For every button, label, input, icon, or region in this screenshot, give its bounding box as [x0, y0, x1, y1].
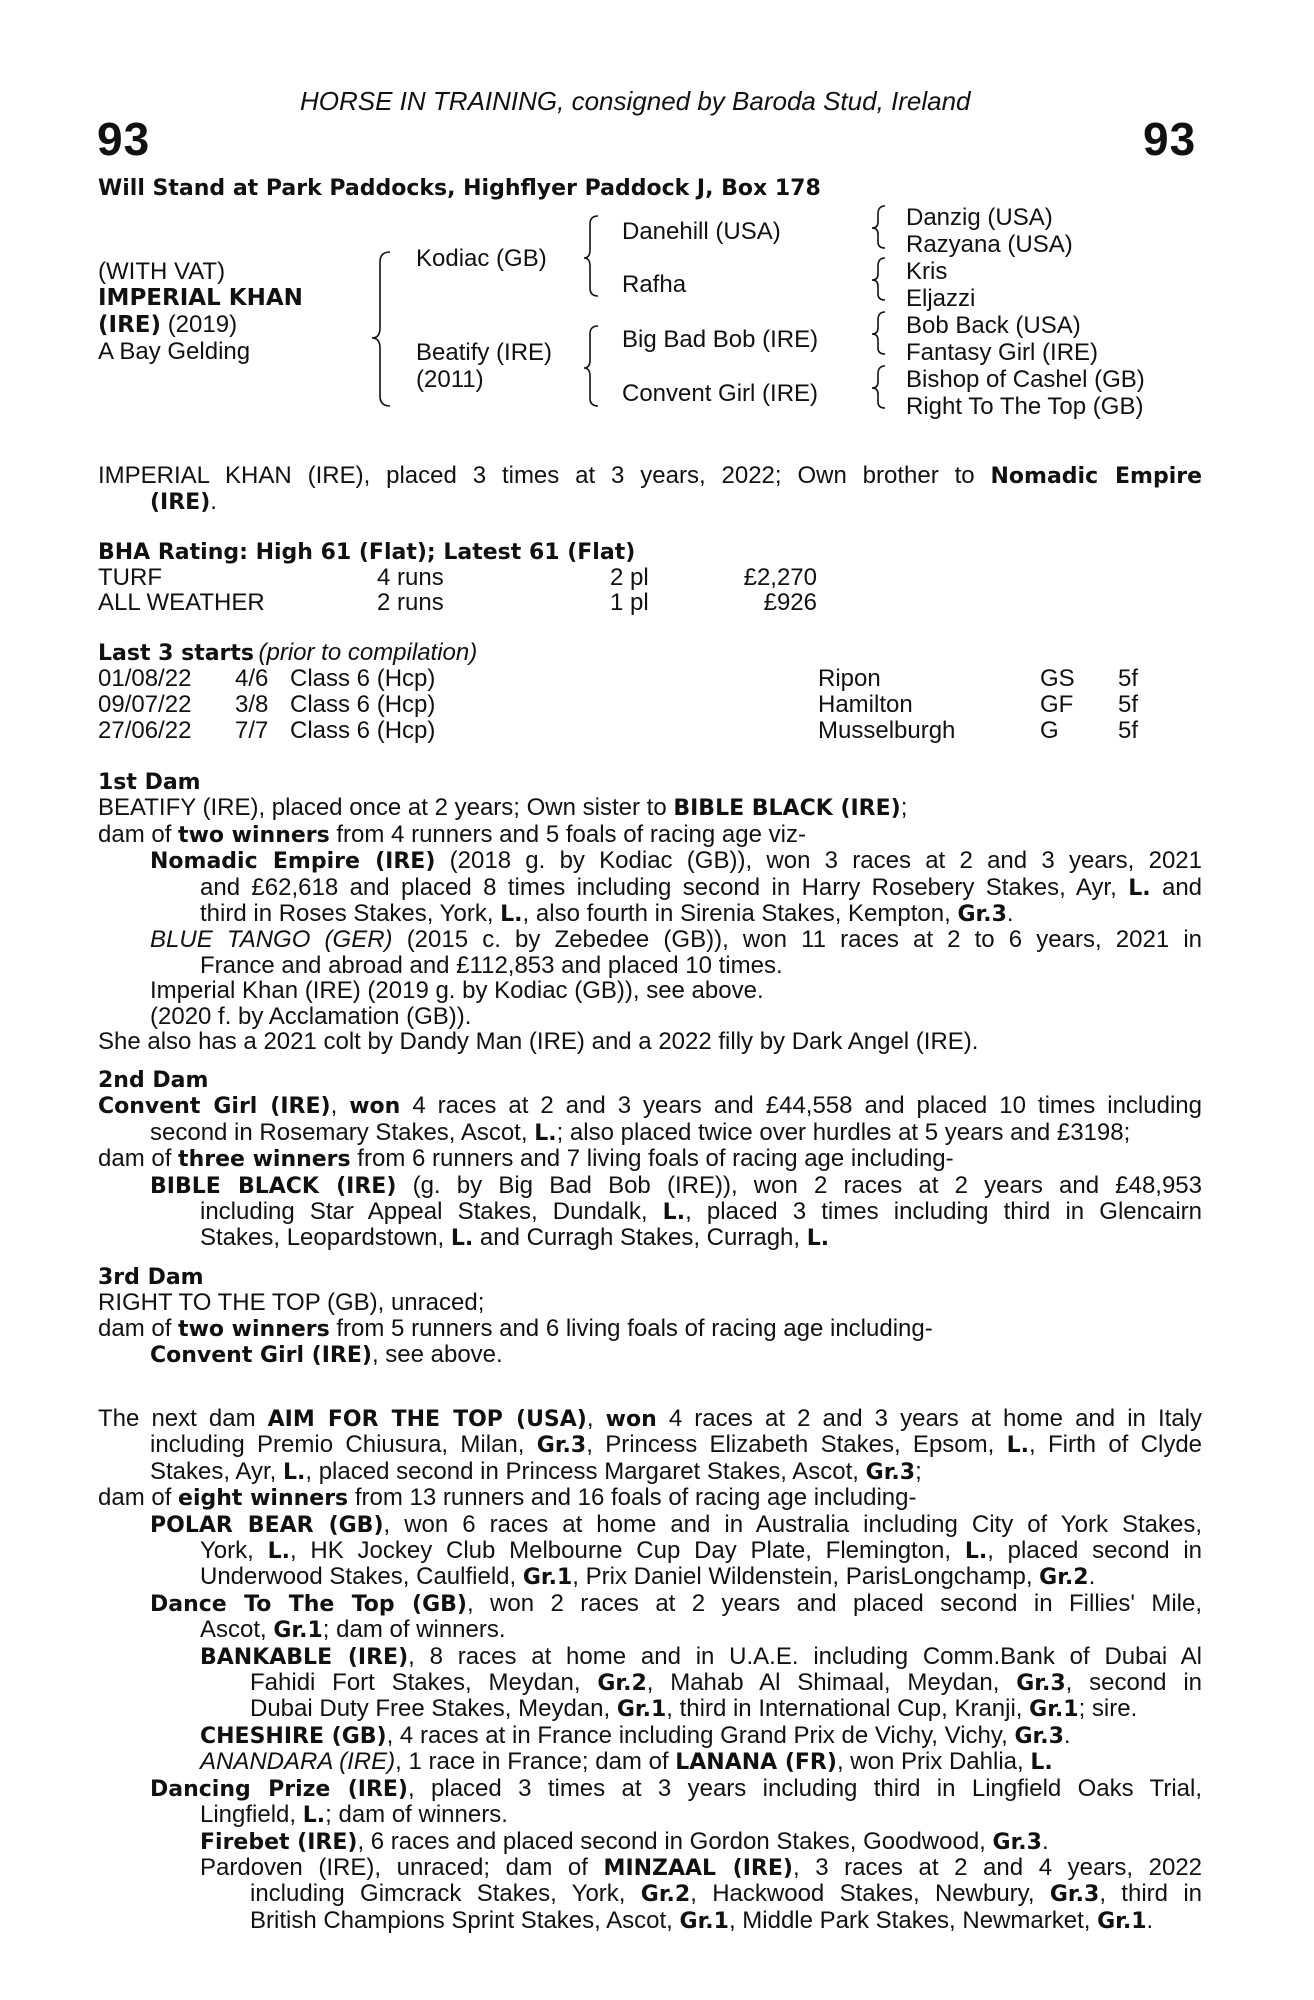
- race-grade: Gr.2: [597, 1671, 647, 1697]
- last-starts-header: [98, 640, 477, 668]
- progeny-text: ; dam of winners.: [322, 1616, 506, 1644]
- pedigree-dam-sire: Big Bad Bob (IRE): [622, 326, 819, 353]
- progeny-text: , third in: [1099, 1880, 1202, 1908]
- dam3-text: RIGHT TO THE TOP (GB), unraced;: [98, 1289, 485, 1317]
- horse-description: A Bay Gelding: [98, 338, 251, 365]
- progeny-name: CHESHIRE (GB): [200, 1723, 387, 1749]
- progeny-text: .: [1088, 1563, 1096, 1591]
- progeny-text: Lingfield,: [200, 1801, 303, 1829]
- race-grade: L.: [964, 1539, 988, 1565]
- summary: [98, 463, 1202, 516]
- summary-sibling: Nomadic Empire: [990, 464, 1203, 489]
- pedigree-sire-sire: Danehill (USA): [622, 218, 781, 245]
- race-grade: Gr.1: [616, 1697, 667, 1723]
- summary-sibling-country: (IRE): [150, 490, 211, 516]
- progeny-text: , Middle Park Stakes, Newmarket,: [728, 1906, 1098, 1934]
- start-distance: 5f: [1118, 665, 1139, 692]
- rating-prize: £926: [763, 589, 817, 616]
- dam2-text: 4 races at 2 and 3 years and £44,558 and placed 10 times including: [400, 1092, 1202, 1120]
- progeny-text: .: [1041, 1827, 1049, 1855]
- rating-runs: 4 runs: [377, 564, 444, 591]
- progeny-text: and: [1150, 873, 1203, 901]
- pedigree-g3-5: Bob Back (USA): [906, 312, 1081, 339]
- dam1-winners: two winners: [178, 822, 330, 848]
- race-grade: Gr.1: [522, 1565, 573, 1591]
- pedigree-g3-6: Fantasy Girl (IRE): [906, 339, 1099, 366]
- race-grade: Gr.3: [1014, 1723, 1064, 1749]
- next-dam-text: , placed second in Princess Margaret Stakes, Ascot,: [305, 1457, 866, 1485]
- progeny-text: , won Prix Dahlia,: [836, 1748, 1031, 1776]
- progeny-text: and £62,618 and placed 8 times including second in Harry Rosebery Stakes, Ayr,: [200, 873, 1117, 901]
- progeny-name: ANANDARA (IRE): [200, 1748, 396, 1776]
- start-date: 09/07/22: [98, 691, 192, 718]
- dam1-text: BEATIFY (IRE), placed once at 2 years; Own sister to: [98, 794, 674, 822]
- progeny-text: , 6 races and placed second in Gordon Stakes, Goodwood,: [357, 1827, 993, 1855]
- dam2-text: ,: [330, 1092, 350, 1120]
- start-position: 7/7: [235, 717, 269, 744]
- second-dam-heading: 2nd Dam: [98, 1068, 209, 1093]
- progeny-text: York,: [200, 1537, 268, 1565]
- start-position: 4/6: [235, 665, 269, 692]
- rating-placed: 2 pl: [610, 564, 649, 591]
- dam2-won: won: [349, 1094, 401, 1120]
- progeny-text: , third in International Cup, Kranji,: [666, 1695, 1030, 1723]
- progeny-name: Firebet (IRE): [200, 1829, 358, 1855]
- progeny-text: , 4 races at in France including Grand Prix de Vichy, Vichy,: [386, 1721, 1015, 1749]
- progeny-name: LANANA (FR): [675, 1750, 837, 1776]
- rating-prize: £2,270: [743, 564, 817, 591]
- start-date: 27/06/22: [98, 717, 192, 744]
- progeny-text: Underwood Stakes, Caulfield,: [200, 1563, 523, 1591]
- race-grade: Gr.2: [640, 1882, 691, 1908]
- race-grade: Gr.3: [992, 1829, 1042, 1855]
- race-grade: Gr.1: [1029, 1697, 1079, 1723]
- dam1-footnote: She also has a 2021 colt by Dandy Man (IRE) and a 2022 filly by Dark Angel (IRE).: [98, 1028, 979, 1056]
- progeny-text: (2018 g. by Kodiac (GB)), won 3 races at 2 and 3 years, 2021: [435, 847, 1202, 875]
- race-grade: L.: [1030, 1750, 1053, 1776]
- progeny-name: Dance To The Top (GB): [150, 1591, 467, 1617]
- race-grade: Gr.3: [1016, 1671, 1066, 1697]
- progeny-text: .: [1006, 900, 1014, 928]
- race-grade: L.: [267, 1539, 290, 1565]
- dam2-name: Convent Girl (IRE): [98, 1094, 331, 1120]
- progeny-text: , also fourth in Sirenia Stakes, Kempton,: [522, 900, 958, 928]
- race-grade: L.: [500, 902, 523, 928]
- progeny-text: , placed second in: [987, 1537, 1203, 1565]
- progeny-text: ; dam of winners.: [325, 1801, 508, 1829]
- dam3-text: dam of: [98, 1314, 179, 1342]
- pedigree-g3-7: Bishop of Cashel (GB): [906, 366, 1145, 393]
- first-dam-section: [98, 770, 1202, 1054]
- progeny-text: , won 2 races at 2 years and placed second in Fillies' Mile,: [466, 1589, 1202, 1617]
- next-dam-name: AIM FOR THE TOP (USA): [267, 1407, 587, 1432]
- progeny-text: , HK Jockey Club Melbourne Cup Day Plate, Flemington,: [289, 1537, 965, 1565]
- next-dam-text: ,: [586, 1405, 606, 1432]
- pedigree-sire-dam: Rafha: [622, 271, 687, 298]
- next-dam-text: from 13 runners and 16 foals of racing age including-: [348, 1484, 917, 1512]
- start-race: Class 6 (Hcp): [290, 717, 436, 744]
- race-grade: L.: [450, 1226, 474, 1252]
- dam3-text: from 5 runners and 6 living foals of racing age including-: [329, 1314, 933, 1342]
- next-dam-text: ;: [915, 1457, 922, 1485]
- third-dam-section: [98, 1265, 1202, 1369]
- horse-year: (2019): [167, 311, 238, 338]
- dam1-text: dam of: [98, 820, 179, 848]
- next-dam-text: , Princess Elizabeth Stakes, Epsom,: [586, 1431, 1007, 1459]
- start-distance: 5f: [1118, 691, 1139, 718]
- next-dam-text: The next dam: [98, 1405, 268, 1432]
- pedigree-dam-year: (2011): [416, 366, 484, 393]
- dam1-sibling: BIBLE BLACK (IRE): [673, 796, 901, 822]
- dam2-text: second in Rosemary Stakes, Ascot,: [150, 1118, 535, 1146]
- next-dam-text: , Firth of Clyde: [1029, 1431, 1203, 1459]
- pedigree-brackets: [0, 0, 1314, 420]
- progeny-text: third in Roses Stakes, York,: [200, 900, 501, 928]
- next-dam-text: dam of: [98, 1484, 179, 1512]
- third-dam-heading: 3rd Dam: [98, 1265, 204, 1290]
- pedigree-dam-dam: Convent Girl (IRE): [622, 380, 819, 407]
- progeny-text: , placed 3 times including third in Glencairn: [685, 1198, 1202, 1226]
- race-grade: Gr.2: [1039, 1565, 1089, 1591]
- progeny-text: .: [1063, 1721, 1071, 1749]
- progeny-text: (2020 f. by Acclamation (GB)).: [150, 1002, 472, 1030]
- progeny-text: Fahidi Fort Stakes, Meydan,: [250, 1669, 598, 1697]
- progeny-text: Imperial Khan (IRE) (2019 g. by Kodiac (GB)), see above.: [150, 977, 764, 1005]
- bha-rating-title: BHA Rating: High 61 (Flat); Latest 61 (Flat): [98, 540, 636, 565]
- lot-number-left: 93: [97, 113, 151, 165]
- progeny-text: Ascot,: [200, 1616, 274, 1644]
- progeny-text: (2015 c. by Zebedee (GB)), won 11 races at 2 to 6 years, 2021 in: [392, 926, 1203, 954]
- next-dam-section: [98, 1406, 1202, 1934]
- progeny-name: BIBLE BLACK (IRE): [150, 1173, 397, 1199]
- dam2-text: from 6 runners and 7 living foals of racing age including-: [350, 1145, 954, 1173]
- pedigree-g3-3: Kris: [906, 258, 948, 285]
- progeny-text: including Star Appeal Stakes, Dundalk,: [200, 1198, 663, 1226]
- progeny-text: , see above.: [371, 1341, 503, 1369]
- progeny-text: Pardoven (IRE), unraced; dam of: [200, 1853, 604, 1881]
- first-dam-heading: 1st Dam: [98, 770, 201, 795]
- dam2-text: dam of: [98, 1145, 179, 1173]
- start-date: 01/08/22: [98, 665, 192, 692]
- horse-country: (IRE): [98, 312, 162, 338]
- dam3-winners: two winners: [178, 1316, 330, 1342]
- progeny-text: , Prix Daniel Wildenstein, ParisLongchamp,: [572, 1563, 1040, 1591]
- progeny-text: , Hackwood Stakes, Newbury,: [690, 1880, 1050, 1908]
- progeny-name: MINZAAL (IRE): [603, 1855, 793, 1881]
- race-grade: L.: [282, 1459, 306, 1485]
- summary-text: IMPERIAL KHAN (IRE), placed 3 times at 3 years, 2022; Own brother to: [98, 462, 975, 489]
- progeny-text: (g. by Big Bad Bob (IRE)), won 2 races at 2 years and £48,953: [396, 1171, 1203, 1199]
- progeny-text: France and abroad and £112,853 and placed 10 times.: [200, 951, 783, 979]
- horse-name: IMPERIAL KHAN: [98, 285, 303, 311]
- race-grade: L.: [662, 1200, 686, 1226]
- progeny-text: , 8 races at home and in U.A.E. including Comm.Bank of Dubai Al: [408, 1642, 1202, 1670]
- race-grade: L.: [302, 1803, 326, 1829]
- race-grade: Gr.1: [679, 1908, 729, 1934]
- progeny-text: , second in: [1065, 1669, 1203, 1697]
- dam2-text: ; also placed twice over hurdles at 5 years and £3198;: [556, 1118, 1131, 1146]
- progeny-name: Convent Girl (IRE): [150, 1343, 372, 1369]
- summary-end: .: [210, 488, 217, 516]
- progeny-text: British Champions Sprint Stakes, Ascot,: [250, 1906, 680, 1934]
- last-starts-note: (prior to compilation): [258, 639, 478, 666]
- next-dam-text: 4 races at 2 and 3 years at home and in Italy: [656, 1405, 1202, 1432]
- start-course: Hamilton: [818, 691, 913, 718]
- last-starts-title: Last 3 starts: [98, 641, 255, 666]
- start-going: G: [1040, 717, 1059, 744]
- progeny-text: Dubai Duty Free Stakes, Meydan,: [250, 1695, 617, 1723]
- progeny-text: and Curragh Stakes, Curragh,: [473, 1224, 807, 1252]
- progeny-name: POLAR BEAR (GB): [150, 1512, 384, 1538]
- next-dam-won: won: [605, 1407, 657, 1432]
- start-race: Class 6 (Hcp): [290, 665, 436, 692]
- race-grade: L.: [1128, 875, 1151, 901]
- progeny-text: , placed 3 times at 3 years including third in Lingfield Oaks Trial,: [407, 1774, 1202, 1802]
- progeny-text: , Mahab Al Shimaal, Meydan,: [646, 1669, 1017, 1697]
- start-course: Ripon: [818, 665, 881, 692]
- pedigree-dam: Beatify (IRE): [416, 339, 553, 366]
- pedigree-g3-8: Right To The Top (GB): [906, 393, 1144, 420]
- race-grade: Gr.3: [957, 902, 1007, 928]
- race-grade: L.: [806, 1226, 830, 1252]
- progeny-name: Nomadic Empire (IRE): [150, 849, 436, 875]
- progeny-text: ; sire.: [1078, 1695, 1138, 1723]
- race-grade: Gr.3: [1049, 1882, 1100, 1908]
- pedigree-g3-1: Danzig (USA): [906, 204, 1053, 231]
- progeny-text: .: [1146, 1906, 1154, 1934]
- next-dam-text: including Premio Chiusura, Milan,: [150, 1431, 537, 1459]
- rating-surface: ALL WEATHER: [98, 589, 265, 616]
- rating-placed: 1 pl: [610, 589, 649, 616]
- rating-runs: 2 runs: [377, 589, 444, 616]
- race-grade: L.: [1006, 1433, 1030, 1459]
- vat-note: (WITH VAT): [98, 258, 226, 285]
- dam2-winners: three winners: [178, 1147, 351, 1173]
- dam1-text: ;: [900, 794, 908, 822]
- pedigree-sire: Kodiac (GB): [416, 245, 547, 272]
- race-grade: L.: [534, 1120, 557, 1146]
- progeny-text: , 1 race in France; dam of: [395, 1748, 676, 1776]
- race-grade: Gr.1: [1097, 1908, 1147, 1934]
- race-grade: Gr.1: [273, 1618, 323, 1644]
- progeny-name: Dancing Prize (IRE): [150, 1776, 408, 1802]
- stand-location: Will Stand at Park Paddocks, Highflyer Paddock J, Box 178: [98, 176, 821, 201]
- progeny-name: BLUE TANGO (GER): [150, 926, 393, 954]
- lot-number-right: 93: [1143, 113, 1197, 165]
- pedigree-g3-2: Razyana (USA): [906, 231, 1073, 258]
- race-grade: Gr.3: [536, 1433, 587, 1459]
- progeny-text: , won 6 races at home and in Australia including City of York Stakes,: [383, 1510, 1202, 1538]
- progeny-text: , 3 races at 2 and 4 years, 2022: [792, 1853, 1203, 1881]
- start-position: 3/8: [235, 691, 269, 718]
- start-distance: 5f: [1118, 717, 1139, 744]
- start-course: Musselburgh: [818, 717, 956, 744]
- progeny-text: including Gimcrack Stakes, York,: [250, 1880, 641, 1908]
- rating-surface: TURF: [98, 564, 162, 591]
- progeny-name: BANKABLE (IRE): [200, 1644, 409, 1670]
- progeny-text: Stakes, Leopardstown,: [200, 1224, 451, 1252]
- next-dam-winners: eight winners: [178, 1486, 349, 1512]
- next-dam-text: Stakes, Ayr,: [150, 1457, 283, 1485]
- start-going: GF: [1040, 691, 1074, 718]
- start-race: Class 6 (Hcp): [290, 691, 436, 718]
- second-dam-section: [98, 1068, 1202, 1252]
- consignor-header: HORSE IN TRAINING, consigned by Baroda Stud, Ireland: [300, 86, 971, 116]
- start-going: GS: [1040, 665, 1075, 692]
- dam1-text: from 4 runners and 5 foals of racing age viz-: [329, 820, 806, 848]
- race-grade: Gr.3: [865, 1459, 916, 1485]
- pedigree-g3-4: Eljazzi: [906, 285, 976, 312]
